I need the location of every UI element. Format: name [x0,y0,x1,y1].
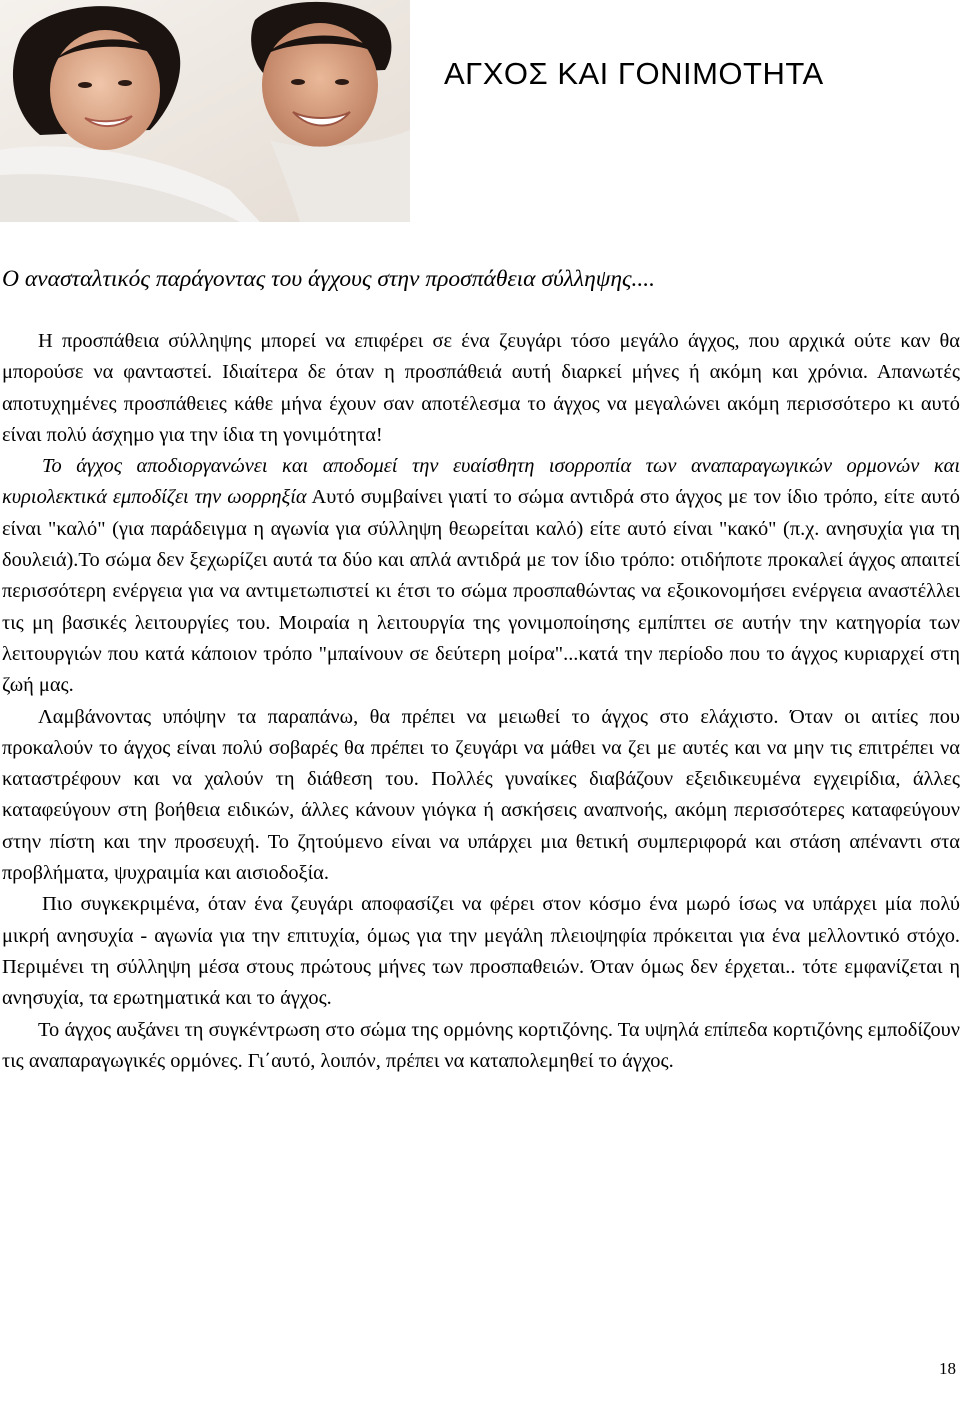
paragraph-2-text: Αυτό συμβαίνει γιατί το σώμα αντιδρά στο άγχος με τον ίδιο τρόπο, είτε αυτό είναι "καλό" (για παράδειγμα η αγωνία για σύλληψη θεωρείται καλό) είτε αυτό είναι "κακό" (π.χ. ανησυχία για τη δουλειά).Το σώμα δεν ξεχωρίζει αυτά τα δύο και απλά αντιδρά με τον ίδιο τρόπο: οτιδήποτε προκαλεί άγχος απαιτεί περισσότερη ενέργεια για να αντιμετωπιστεί κι έτσι το σώμα προσπαθώντας να εξοικονομήσει ενέργεια αναστέλλει τις μη βασικές λειτουργίες του. Μοιραία η λειτουργία της γονιμοποίησης εμπίπτει σε αυτήν την κατηγορία των λειτουργιών που κατά κάποιον τρόπο "μπαίνουν σε δεύτερη μοίρα"...κατά την περίοδο που το άγχος κυριαρχεί στη ζωή μας. [2,486,960,697]
section-subtitle: Ο ανασταλτικός παράγοντας του άγχους στην προσπάθεια σύλληψης.... [2,266,656,292]
couple-photo [0,0,410,222]
paragraph-1: Η προσπάθεια σύλληψης μπορεί να επιφέρει σε ένα ζευγάρι τόσο μεγάλο άγχος, που αρχικά ούτε καν θα μπορούσε να φανταστεί. Ιδιαίτερα δε όταν η προσπάθειά αυτή διαρκεί μήνες ή ακόμη και χρόνια. Απανωτές αποτυχημένες προσπάθειες κάθε μήνα έχουν σαν αποτέλεσμα το άγχος να μεγαλώνει ακόμη περισσότερο κι αυτό είναι πολύ άσχημο για την ίδια τη γονιμότητα! [2,330,960,446]
paragraph-5: Το άγχος αυξάνει τη συγκέντρωση στο σώμα της ορμόνης κορτιζόνης. Τα υψηλά επίπεδα κορτιζόνης εμποδίζουν τις αναπαραγωγικές ορμόνες. Γι΄αυτό, λοιπόν, πρέπει να καταπολεμηθεί το άγχος. [2,1018,960,1072]
paragraph-2-emphasis: Το άγχος αποδιοργανώνει και αποδομεί την ευαίσθητη ισορροπία των αναπαραγωγικών ορμονών και κυριολεκτικά εμποδίζει την ωορρηξία [2,455,960,509]
paragraph-4: Πιο συγκεκριμένα, όταν ένα ζευγάρι αποφασίζει να φέρει στον κόσμο ένα μωρό ίσως να υπάρχει μία πολύ μικρή ανησυχία - αγωνία για την επιτυχία, όμως για την μεγάλη πλειοψηφία πρόκειται για ένα μελλοντικό στόχο. Περιμένει τη σύλληψη μέσα στους πρώτους μήνες των προσπαθειών. Όταν όμως δεν έρχεται.. τότε εμφανίζεται η ανησυχία, τα ερωτηματικά και το άγχος. [2,893,960,1010]
page-title: ΑΓΧΟΣ ΚΑΙ ΓΟΝΙΜΟΤΗΤΑ [444,56,824,91]
page-number: 18 [939,1359,956,1378]
paragraph-3: Λαμβάνοντας υπόψην τα παραπάνω, θα πρέπει να μειωθεί το άγχος στο ελάχιστο. Όταν οι αιτίες που προκαλούν το άγχος είναι πολύ σοβαρές θα πρέπει το ζευγάρι να μάθει να ζει με αυτές και να μην τις επιτρέπει να καταστρέφουν και να χαλούν τη διάθεση του. Πολλές γυναίκες διαβάζουν εξειδικευμένα εγχειρίδια, άλλες καταφεύγουν στη βοήθεια ειδικών, άλλες κάνουν γιόγκα ή ασκήσεις αναπνοής, ακόμη περισσότερες καταφεύγουν στην πίστη και την προσευχή. Το ζητούμενο είναι να υπάρχει μια θετική συμπεριφορά και στάση απέναντι στα προβλήματα, ψυχραιμία και αισιοδοξία. [2,705,960,885]
paragraph-2 [2,451,960,701]
article-body [2,326,960,1077]
